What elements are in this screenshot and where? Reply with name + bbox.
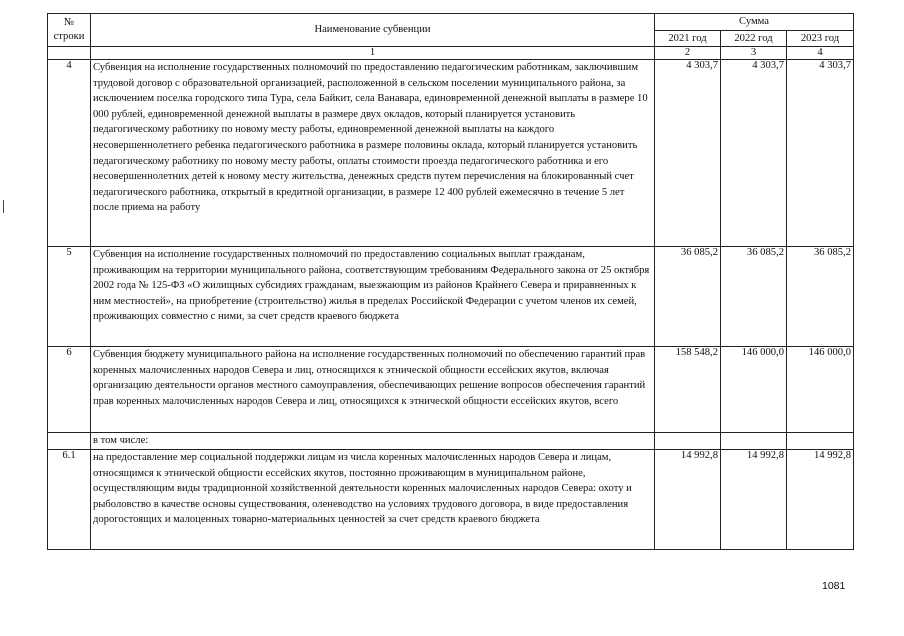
amount-2021: 36 085,2	[655, 247, 721, 347]
amount-2022	[721, 433, 787, 450]
header-sum: Сумма	[655, 14, 854, 31]
amount-2022: 14 992,8	[721, 450, 787, 550]
header-year-2023: 2023 год	[787, 31, 854, 47]
amount-2023: 146 000,0	[787, 347, 854, 433]
amount-2022: 36 085,2	[721, 247, 787, 347]
amount-2023: 4 303,7	[787, 60, 854, 247]
column-number: 4	[787, 47, 854, 60]
amount-2021: 4 303,7	[655, 60, 721, 247]
table-row	[48, 433, 854, 450]
column-number: 2	[655, 47, 721, 60]
table-row	[48, 450, 854, 550]
subvention-name: Субвенция бюджету муниципального района на исполнение государственных полномочий по обеспечению гарантий прав коренных малочисленных народов Севера и лиц, относящихся к этнической общности ессейских якутов, включая организацию деятельности органов местного самоуправления, обеспечивающих решение вопросов обеспечения гарантий прав коренных малочисленных народов Севера и лиц, относящихся к этнической общности ессейских якутов, всего	[91, 347, 655, 433]
page-number: 1081	[822, 580, 846, 592]
table-row	[48, 347, 854, 433]
table-row	[48, 60, 854, 247]
column-number: 1	[91, 47, 655, 60]
amount-2022: 4 303,7	[721, 60, 787, 247]
column-number-row	[48, 47, 854, 60]
scan-margin-mark	[3, 200, 4, 213]
header-year-2021: 2021 год	[655, 31, 721, 47]
amount-2023: 36 085,2	[787, 247, 854, 347]
header-subvention-name: Наименование субвенции	[91, 14, 655, 47]
subvention-name: Субвенция на исполнение государственных полномочий по предоставлению педагогическим работникам, заключившим трудовой договор с образовательной организацией, расположенной в сельском поселении муниципального района, за исключением поселка городского типа Тура, села Байкит, села Ванавара, единовременной денежной выплаты в размере 10 000 рублей, единовременной денежной выплаты в размере двух окладов, который планируется установить педагогическому работнику по новому месту работы, единовременной денежной выплаты на каждого несовершеннолетнего ребенка педагогического работника в размере половины оклада, который планируется установить педагогическому работнику по новому месту работы, оплаты стоимости проезда педагогического работника и его несовершеннолетних детей к новому месту жительства, денежных средств путем перечисления на блокированный счет педагогического работника, открытый в кредитной организации, в размере 12 400 рублей ежемесячно в течение 5 лет после приема на работу	[91, 60, 655, 247]
amount-2021: 14 992,8	[655, 450, 721, 550]
amount-2021	[655, 433, 721, 450]
subvention-name: на предоставление мер социальной поддержки лицам из числа коренных малочисленных народов Севера и лицам, относящимся к этнической общности ессейских якутов, постоянно проживающим в муниципальном районе, осуществляющим виды традиционной хозяйственной деятельности коренных малочисленных народов Севера: охоту и рыболовство в качестве основы существования, оленеводство на условиях трудового договора, в виде предоставления дорогостоящих и малоценных товарно-материальных ценностей за счет средств краевого бюджета	[91, 450, 655, 550]
column-number: 3	[721, 47, 787, 60]
row-number	[48, 433, 91, 450]
subvention-table	[47, 13, 854, 550]
row-number: 4	[48, 60, 91, 247]
row-number: 6	[48, 347, 91, 433]
header-year-2022: 2022 год	[721, 31, 787, 47]
column-number-blank	[48, 47, 91, 60]
row-number: 6.1	[48, 450, 91, 550]
table-row	[48, 247, 854, 347]
amount-2022: 146 000,0	[721, 347, 787, 433]
subvention-name: Субвенция на исполнение государственных полномочий по предоставлению социальных выплат гражданам, проживающим на территории муниципального района, соответствующим требованиям Федерального закона от 25 октября 2002 года № 125-ФЗ «О жилищных субсидиях гражданам, выезжающим из районов Крайнего Севера и приравненных к ним местностей», на приобретение (строительство) жилья в пределах Российской Федерации с учетом членов их семей, проживающих совместно с ними, за счет средств краевого бюджета	[91, 247, 655, 347]
row-number: 5	[48, 247, 91, 347]
amount-2023	[787, 433, 854, 450]
header-row-number: № строки	[48, 14, 91, 47]
amount-2023: 14 992,8	[787, 450, 854, 550]
subvention-name: в том числе:	[91, 433, 655, 450]
amount-2021: 158 548,2	[655, 347, 721, 433]
